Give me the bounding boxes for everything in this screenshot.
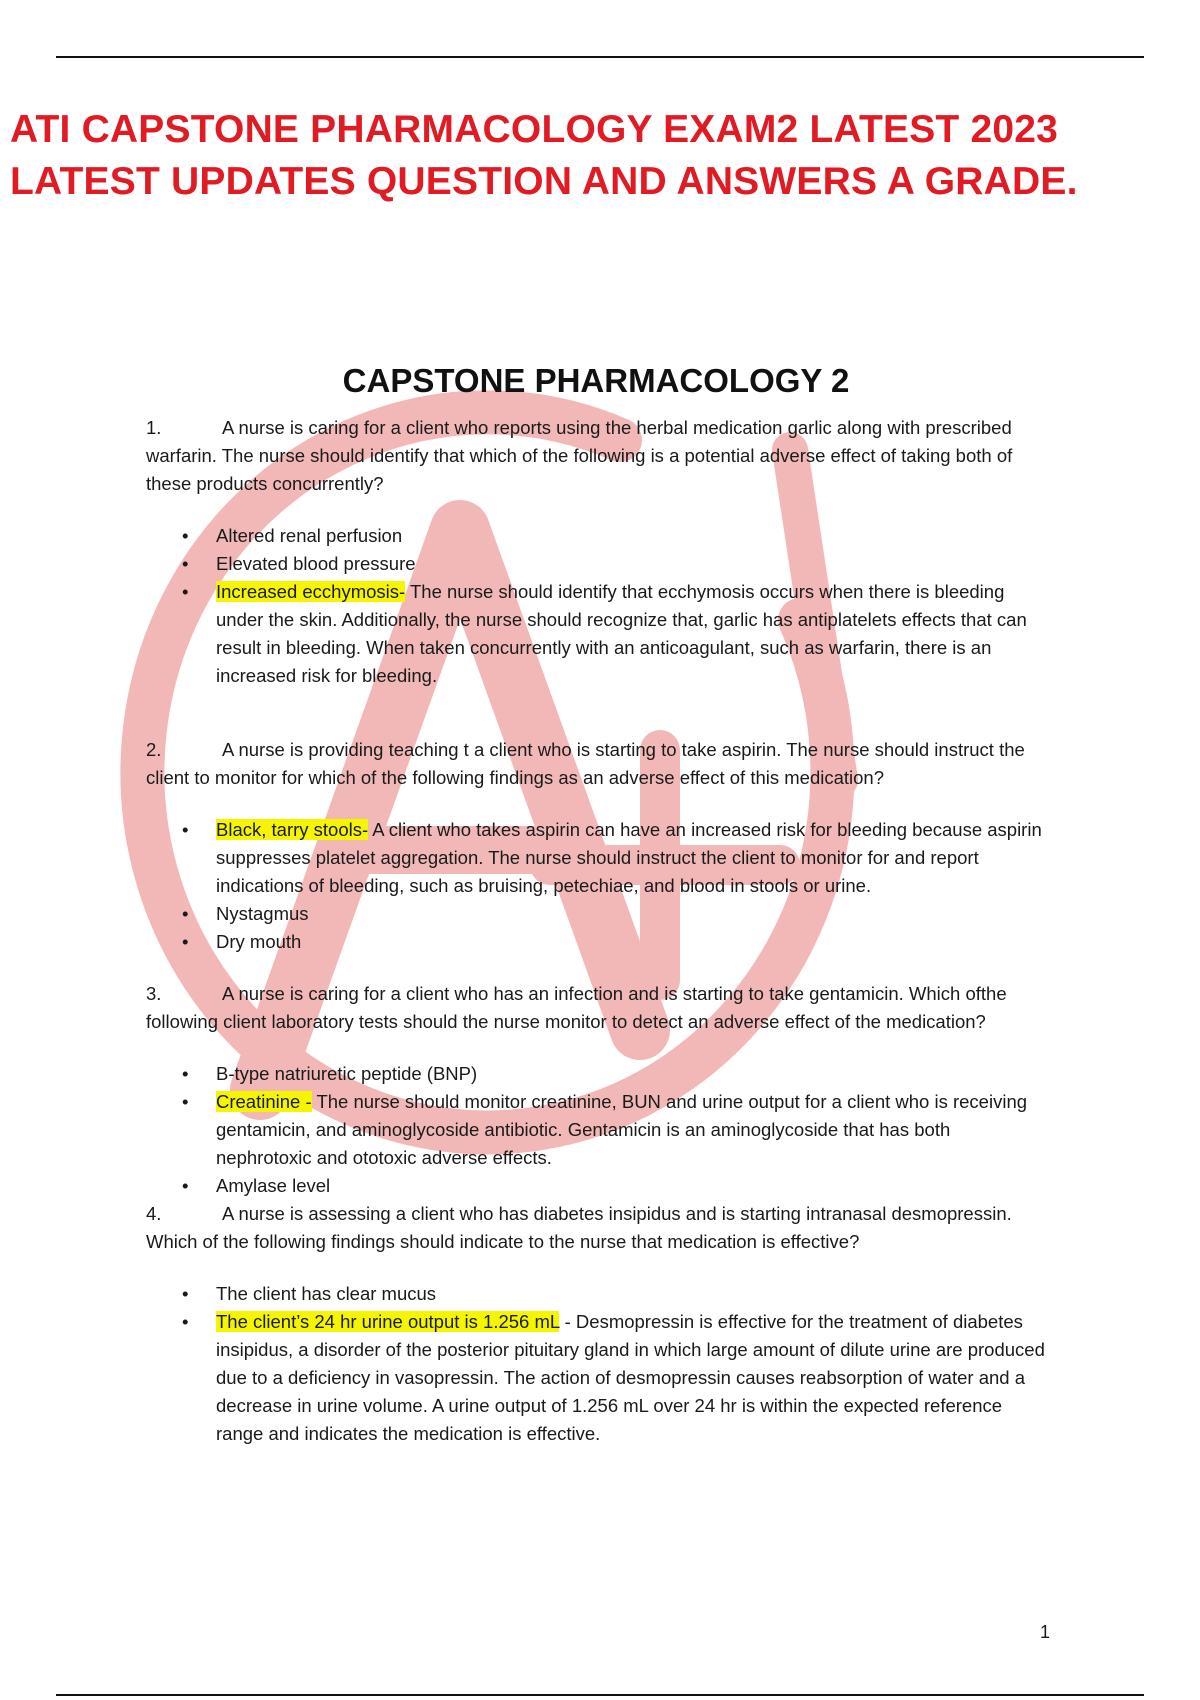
bottom-rule xyxy=(56,1694,1144,1696)
question-4 xyxy=(146,1200,1046,1448)
question-stem: A nurse is caring for a client who has an infection and is starting to take gentamicin. Which ofthe following client laboratory tests should the nurse monitor to detect an adverse effect of the medication? xyxy=(146,983,1007,1032)
bullet-icon: • xyxy=(182,1063,189,1084)
option-text: Amylase level xyxy=(216,1175,331,1196)
option-text: The client has clear mucus xyxy=(216,1283,437,1304)
bullet-icon: • xyxy=(182,1311,189,1332)
question-stem: A nurse is assessing a client who has diabetes insipidus and is starting intranasal desmopressin. Which of the following findings should indicate to the nurse that medication is effective? xyxy=(146,1203,1012,1252)
document-body xyxy=(146,360,1046,1448)
option-text: Altered renal perfusion xyxy=(216,525,403,546)
option-text: B-type natriuretic peptide (BNP) xyxy=(216,1063,478,1084)
bullet-icon: • xyxy=(182,1091,189,1112)
option-item xyxy=(146,900,1046,928)
option-item-correct xyxy=(146,1308,1046,1448)
correct-answer-highlight: Creatinine - xyxy=(216,1091,312,1112)
section-heading: CAPSTONE PHARMACOLOGY 2 xyxy=(342,362,850,399)
question-text xyxy=(146,1200,1046,1256)
bullet-icon: • xyxy=(182,553,189,574)
correct-answer-highlight: Black, tarry stools- xyxy=(216,819,369,840)
question-1 xyxy=(146,414,1046,690)
answer-options xyxy=(146,522,1046,690)
rationale-text: The nurse should identify that ecchymosis occurs when there is bleeding under the skin. Additionally, the nurse should recognize that, garlic has antiplatelets effects that can result in bleeding. When taken concurrently with an anticoagulant, such as warfarin, there is an increased risk for bleeding. xyxy=(216,581,1027,686)
question-text xyxy=(146,980,1046,1036)
rationale-text: The nurse should monitor creatinine, BUN and urine output for a client who is receiving gentamicin, and aminoglycoside antibiotic. Gentamicin is an aminoglycoside that has both nephrotoxic and ototoxic adverse effects. xyxy=(216,1091,1028,1168)
bullet-icon: • xyxy=(182,931,189,952)
question-stem: A nurse is providing teaching t a client who is starting to take aspirin. The nurse should instruct the client to monitor for which of the following findings as an adverse effect of this medication? xyxy=(146,739,1025,788)
question-number: 4. xyxy=(146,1203,162,1224)
document-title xyxy=(10,104,1190,208)
option-text: Elevated blood pressure xyxy=(216,553,416,574)
option-item xyxy=(146,1060,1046,1088)
title-line-1: ATI CAPSTONE PHARMACOLOGY EXAM2 LATEST 2023 xyxy=(10,108,1059,151)
option-item-correct xyxy=(146,816,1046,900)
option-text: Nystagmus xyxy=(216,903,309,924)
correct-answer-highlight: Increased ecchymosis- xyxy=(216,581,406,602)
bullet-icon: • xyxy=(182,819,189,840)
question-2 xyxy=(146,736,1046,956)
question-stem: A nurse is caring for a client who reports using the herbal medication garlic along with prescribed warfarin. The nurse should identify that which of the following is a potential adverse effect of taking both of these products concurrently? xyxy=(146,417,1013,494)
option-item xyxy=(146,522,1046,550)
bullet-icon: • xyxy=(182,903,189,924)
correct-answer-highlight: The client’s 24 hr urine output is 1.256 mL xyxy=(216,1311,560,1332)
page-number: 1 xyxy=(1040,1622,1051,1642)
question-number: 2. xyxy=(146,739,162,760)
answer-options xyxy=(146,816,1046,956)
question-number: 3. xyxy=(146,983,162,1004)
option-item xyxy=(146,1172,1046,1200)
title-line-2: LATEST UPDATES QUESTION AND ANSWERS A GRADE. xyxy=(10,160,1078,203)
answer-options xyxy=(146,1060,1046,1200)
option-item xyxy=(146,1280,1046,1308)
rationale-text: A client who takes aspirin can have an increased risk for bleeding because aspirin suppresses platelet aggregation. The nurse should instruct the client to monitor for and report indications of bleeding, such as bruising, petechiae, and blood in stools or urine. xyxy=(216,819,1042,896)
option-item-correct xyxy=(146,1088,1046,1172)
bullet-icon: • xyxy=(182,525,189,546)
question-text xyxy=(146,736,1046,792)
question-text xyxy=(146,414,1046,498)
bullet-icon: • xyxy=(182,1175,189,1196)
bullet-icon: • xyxy=(182,581,189,602)
question-number: 1. xyxy=(146,417,162,438)
bullet-icon: • xyxy=(182,1283,189,1304)
option-text: Dry mouth xyxy=(216,931,302,952)
option-item xyxy=(146,928,1046,956)
option-item-correct xyxy=(146,578,1046,690)
question-3 xyxy=(146,980,1046,1200)
answer-options xyxy=(146,1280,1046,1448)
rationale-text: - Desmopressin is effective for the treatment of diabetes insipidus, a disorder of the posterior pituitary gland in which large amount of dilute urine are produced due to a deficiency in vasopressin. The action of desmopressin causes reabsorption of water and a decrease in urine volume. A urine output of 1.256 mL over 24 hr is within the expected reference range and indicates the medication is effective. xyxy=(216,1311,1045,1444)
option-item xyxy=(146,550,1046,578)
top-rule xyxy=(56,56,1144,58)
